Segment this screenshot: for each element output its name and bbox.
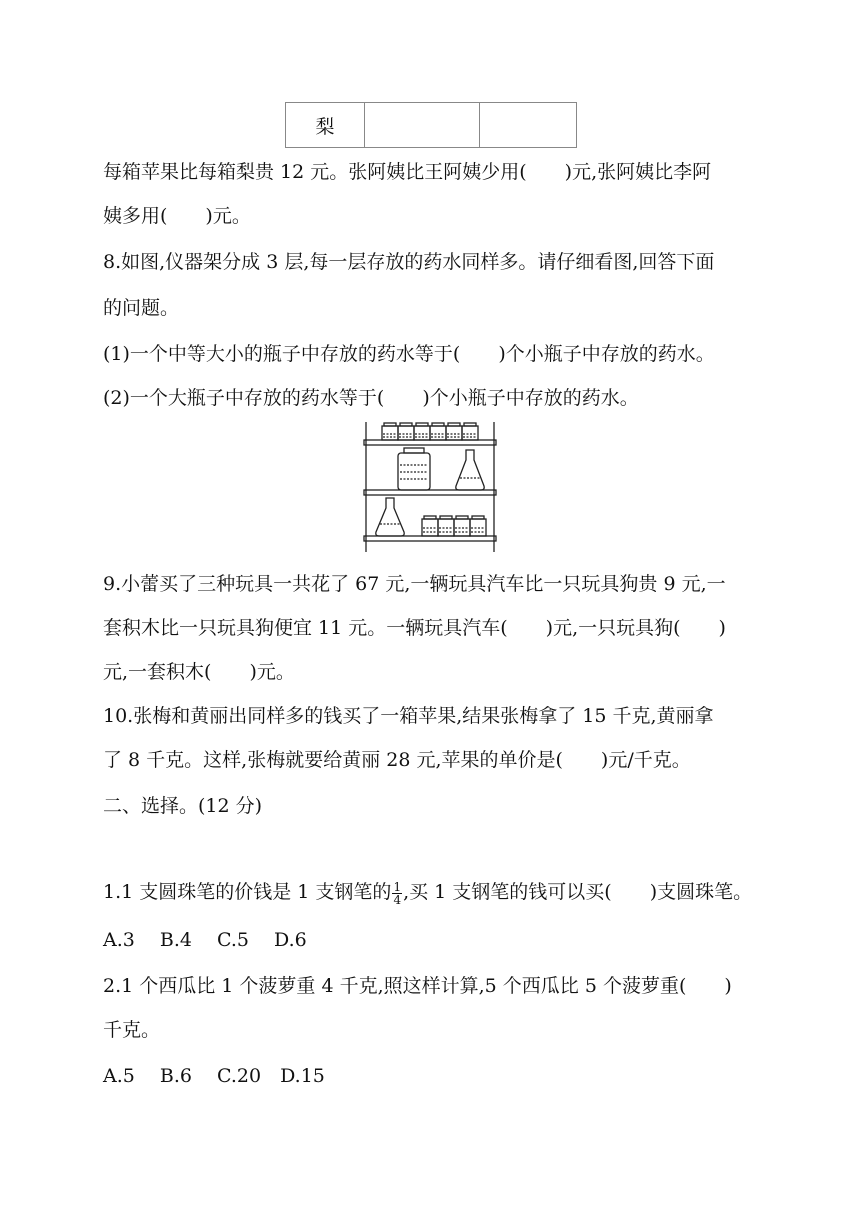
- fruit-table: [285, 102, 577, 148]
- question-10: 10.张梅和黄丽出同样多的钱买了一箱苹果,结果张梅拿了 15 千克,黄丽拿: [103, 705, 714, 727]
- text-line: 每箱苹果比每箱梨贵 12 元。张阿姨比王阿姨少用( )元,张阿姨比李阿: [103, 161, 712, 183]
- fraction-denominator: 4: [393, 892, 402, 907]
- choice-question-2: 2.1 个西瓜比 1 个菠萝重 4 千克,照这样计算,5 个西瓜比 5 个菠萝重( ): [103, 975, 732, 997]
- text-line: 的问题。: [103, 297, 180, 319]
- question-8: 8.如图,仪器架分成 3 层,每一层存放的药水同样多。请仔细看图,回答下面: [103, 251, 715, 273]
- text-line: 千克。: [103, 1019, 161, 1041]
- text-line: 姨多用( )元。: [103, 205, 251, 227]
- text-line: 套积木比一只玩具狗便宜 11 元。一辆玩具汽车( )元,一只玩具狗( ): [103, 617, 726, 639]
- fraction-one-quarter: [392, 881, 402, 906]
- question-8-1: (1)一个中等大小的瓶子中存放的药水等于( )个小瓶子中存放的药水。: [103, 343, 715, 365]
- table-cell-blank-2: [480, 103, 577, 148]
- fraction-numerator: 1: [393, 879, 402, 894]
- q1-text-before: 1.1 支圆珠笔的价钱是 1 支钢笔的: [103, 881, 392, 903]
- question-9: 9.小蕾买了三种玩具一共花了 67 元,一辆玩具汽车比一只玩具狗贵 9 元,一: [103, 573, 726, 595]
- text-line: 了 8 千克。这样,张梅就要给黄丽 28 元,苹果的单价是( )元/千克。: [103, 749, 691, 771]
- choice-question-1: [103, 880, 752, 906]
- instrument-shelf-figure: [360, 420, 500, 554]
- table-cell-blank-1: [365, 103, 480, 148]
- section-heading-choice: 二、选择。(12 分): [103, 795, 263, 817]
- choice-options-2: A.5 B.6 C.20 D.15: [103, 1065, 325, 1087]
- question-8-2: (2)一个大瓶子中存放的药水等于( )个小瓶子中存放的药水。: [103, 387, 639, 409]
- table-cell-fruit: 梨: [286, 103, 365, 148]
- q1-text-after: ,买 1 支钢笔的钱可以买( )支圆珠笔。: [403, 881, 753, 903]
- choice-options-1: A.3 B.4 C.5 D.6: [103, 929, 307, 951]
- text-line: 元,一套积木( )元。: [103, 661, 295, 683]
